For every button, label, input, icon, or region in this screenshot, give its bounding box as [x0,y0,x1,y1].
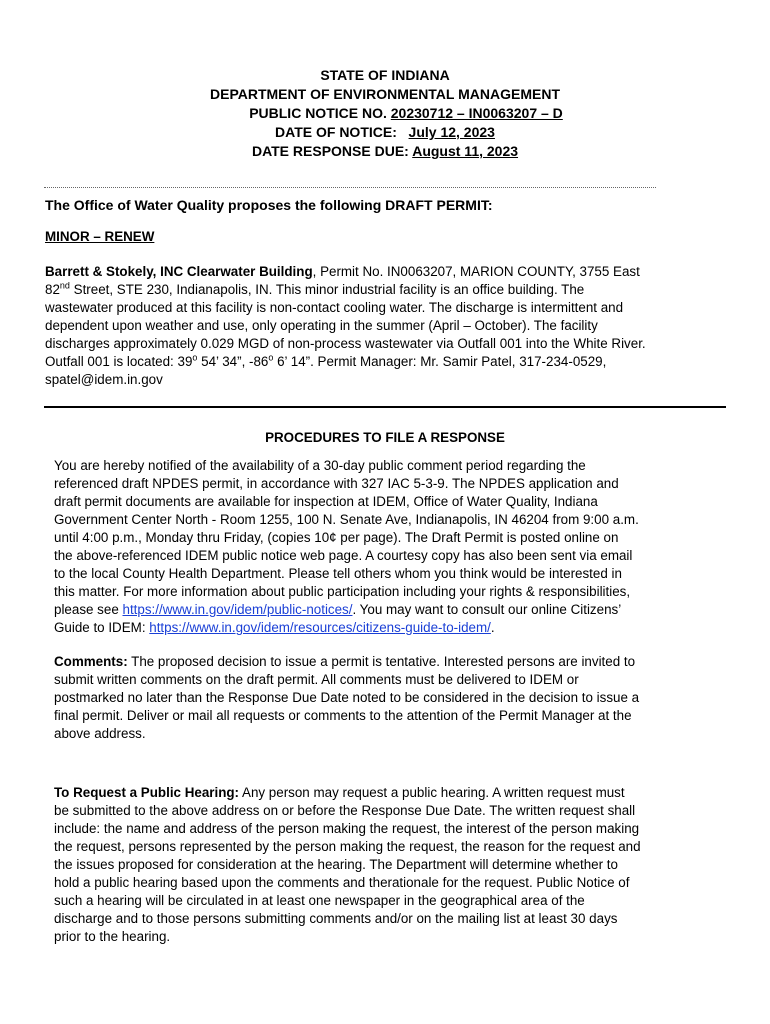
notice-number-line [0,104,770,123]
hearing-paragraph [54,784,744,946]
comments-line: final permit. Deliver or mail all requests or comments to the attention of the Permit Manager at the [54,708,632,723]
notice-number-label: PUBLIC NOTICE NO. [249,105,387,121]
permit-type: MINOR – RENEW [45,229,155,244]
date-of-notice-line [0,123,770,142]
procedures-line: Government Center North - Room 1255, 100 N. Senate Ave, Indianapolis, IN 46204 from 9:00 a.m. [54,512,639,527]
hearing-label: To Request a Public Hearing: [54,785,240,800]
hearing-line: discharge and to those persons submitting comments and/or on the mailing list at least 30 days [54,911,618,926]
response-due-line [0,142,770,161]
header-divider [44,187,656,188]
department-heading: DEPARTMENT OF ENVIRONMENTAL MANAGEMENT [210,86,560,102]
procedures-paragraph [54,457,744,637]
state-heading: STATE OF INDIANA [320,67,450,83]
facility-line: Barrett & Stokely, INC Clearwater Building, Permit No. IN0063207, MARION COUNTY, 3755 East [45,264,640,279]
procedures-line: this matter. For more information about public participation including your rights & responsibilities, [54,584,631,599]
procedures-line: Guide to IDEM: https://www.in.gov/idem/resources/citizens-guide-to-idem/. [54,620,495,635]
procedures-line: please see https://www.in.gov/idem/public-notices/. You may want to consult our online Citizens’ [54,602,622,617]
facility-line: Outfall 001 is located: 39$^o$ 54’ 34”, -86$^o$ 6’ 14”. Permit Manager: Mr. Samir Patel, 317-234-0529, [45,352,607,369]
facility-name: Barrett & Stokely, INC Clearwater Building [45,264,313,279]
comments-paragraph [54,653,744,743]
facility-line: wastewater produced at this facility is non-contact cooling water. The discharge is intermittent and [45,300,624,315]
hearing-line: hold a public hearing based upon the comments and therationale for the request. Public Notice of [54,875,630,890]
procedures-heading: PROCEDURES TO FILE A RESPONSE [265,430,505,445]
facility-line: discharges approximately 0.029 MGD of non-process wastewater via Outfall 001 into the White River. [45,336,646,351]
date-of-notice-label: DATE OF NOTICE: [275,124,397,140]
hearing-line: such a hearing will be circulated in at least one newspaper in the geographical area of the [54,893,585,908]
procedures-line: the above-referenced IDEM public notice web page. A courtesy copy has also been sent via email [54,548,633,563]
procedures-line: until 4:00 p.m., Monday thru Friday, (copies 10¢ per page). The Draft Permit is posted online on [54,530,619,545]
hearing-line: the request, persons represented by the person making the request, the reason for the request and [54,839,641,854]
procedures-line: draft permit documents are available for inspection at IDEM, Office of Water Quality, Indiana [54,494,598,509]
facility-line: dependent upon weather and use, only operating in the summer (April – October). The facility [45,318,598,333]
date-of-notice-value: July 12, 2023 [408,124,495,140]
notice-number-value: 20230712 – IN0063207 – D [390,105,563,121]
hearing-line: be submitted to the above address on or before the Response Due Date. The written request shall [54,803,636,818]
procedures-line: You are hereby notified of the availability of a 30-day public comment period regarding the [54,458,586,473]
facility-line: 82nd Street, STE 230, Indianapolis, IN. This minor industrial facility is an office building. The [45,280,585,297]
section-divider [44,406,726,408]
comments-line: Comments: The proposed decision to issue a permit is tentative. Interested persons are invited to [54,654,636,669]
hearing-line: the issues proposed for consideration at the hearing. The Department will determine whether to [54,857,618,872]
hearing-line: include: the name and address of the person making the request, the interest of the person making [54,821,640,836]
facility-description [45,263,735,389]
procedures-line: to the local County Health Department. Please tell others whom you think would be interested in [54,566,622,581]
public-notices-link[interactable]: https://www.in.gov/idem/public-notices/ [122,602,353,617]
comments-label: Comments: [54,654,128,669]
intro-heading: The Office of Water Quality proposes the following DRAFT PERMIT: [45,197,493,213]
procedures-line: referenced draft NPDES permit, in accordance with 327 IAC 5-3-9. The NPDES application and [54,476,619,491]
comments-line: submit written comments on the draft permit. All comments must be delivered to IDEM or [54,672,579,687]
comments-line: postmarked no later than the Response Due Date noted to be considered in the decision to issue a [54,690,640,705]
comments-line: above address. [54,726,146,741]
response-due-label: DATE RESPONSE DUE: [251,143,409,159]
hearing-line: prior to the hearing. [54,929,171,944]
response-due-value: August 11, 2023 [412,143,519,159]
permit-manager-email: spatel@idem.in.gov [45,372,163,387]
citizens-guide-link[interactable]: https://www.in.gov/idem/resources/citizens-guide-to-idem/ [149,620,491,635]
hearing-line: To Request a Public Hearing: Any person may request a public hearing. A written request must [54,785,625,800]
